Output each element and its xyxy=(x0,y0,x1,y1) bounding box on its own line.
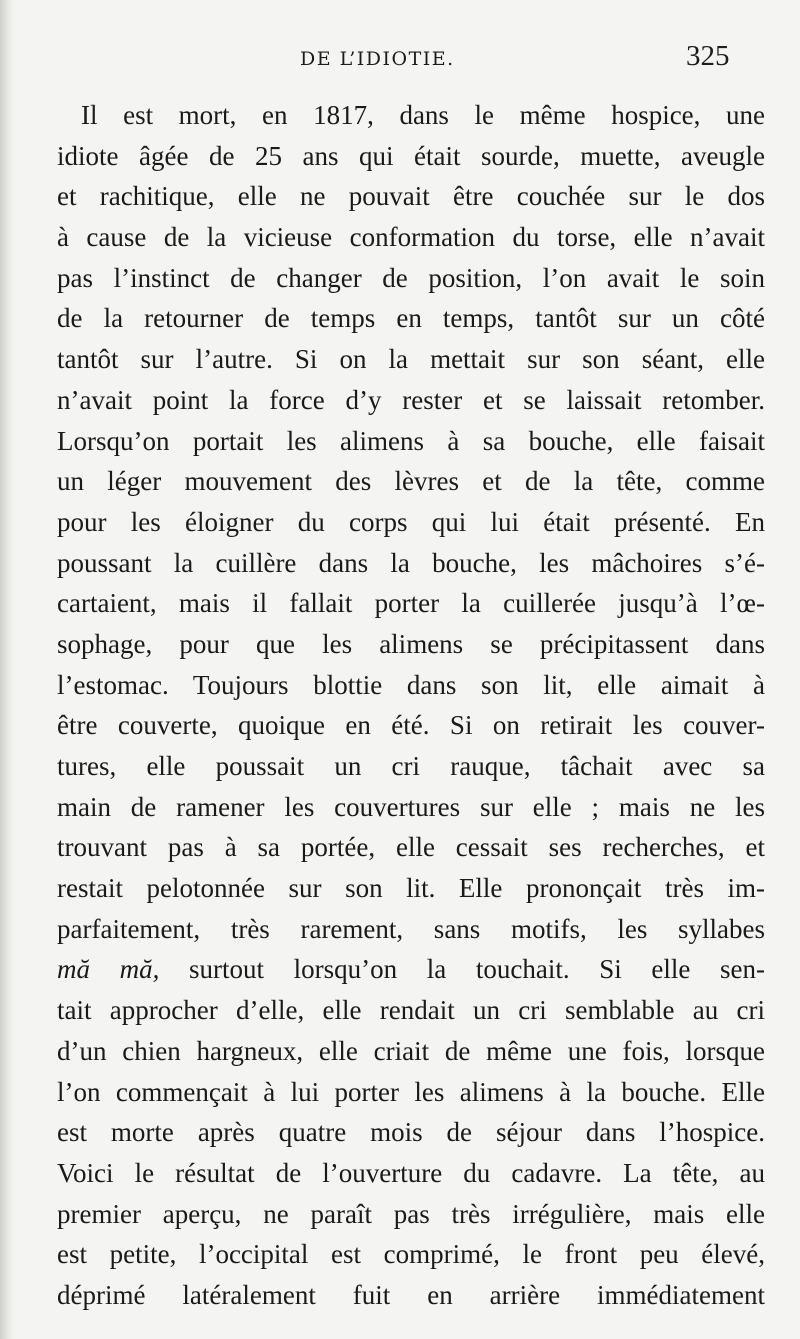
text-line: tait approcher d’elle, elle rendait un cri semblable au cri xyxy=(57,995,765,1026)
text-line: de la retourner de temps en temps, tantôt sur un côté xyxy=(57,303,765,334)
text-line: poussant la cuillère dans la bouche, les mâchoires s’é- xyxy=(57,547,765,578)
text-line: Il est mort, en 1817, dans le même hospice, une xyxy=(81,100,765,130)
text-line: sophage, pour que les alimens se précipitassent dans xyxy=(57,628,765,659)
text-line: et rachitique, elle ne pouvait être couchée sur le dos xyxy=(57,181,765,212)
text-line: n’avait point la force d’y rester et se laissait retomber. xyxy=(57,384,765,415)
text-line: l’on commençait à lui porter les alimens à la bouche. Elle xyxy=(57,1076,765,1107)
text-line: est morte après quatre mois de séjour dans l’hospice. xyxy=(57,1117,765,1148)
text-line: Lorsqu’on portait les alimens à sa bouche, elle faisait xyxy=(57,425,765,456)
text-line: premier aperçu, ne paraît pas très irrégulière, mais elle xyxy=(57,1198,765,1229)
page-gutter-shadow xyxy=(0,0,14,1339)
text-line: cartaient, mais il fallait porter la cuillerée jusqu’à l’œ- xyxy=(57,588,765,619)
text-line: tures, elle poussait un cri rauque, tâchait avec sa xyxy=(57,751,765,781)
text-line: être couverte, quoique en été. Si on retirait les couver- xyxy=(57,710,765,741)
page-number: 325 xyxy=(686,40,730,72)
body-text xyxy=(57,95,765,1316)
running-head: DE L’IDIOTIE. xyxy=(300,48,455,70)
text-line: un léger mouvement des lèvres et de la tête, comme xyxy=(57,466,765,497)
text-line: tantôt sur l’autre. Si on la mettait sur son séant, elle xyxy=(57,344,765,375)
text-line: Voici le résultat de l’ouverture du cadavre. La tête, au xyxy=(57,1157,765,1188)
italic-syllables: mă mă, xyxy=(57,954,160,985)
text-line-rest: surtout lorsqu’on la touchait. Si elle sen- xyxy=(189,954,766,985)
text-line: pas l’instinct de changer de position, l’on avait le soin xyxy=(57,262,765,293)
text-line: à cause de la vicieuse conformation du torse, elle n’avait xyxy=(57,222,765,253)
text-line: idiote âgée de 25 ans qui était sourde, muette, aveugle xyxy=(57,140,765,171)
text-line: pour les éloigner du corps qui lui était présenté. En xyxy=(57,506,765,537)
text-line: l’estomac. Toujours blottie dans son lit, elle aimait à xyxy=(57,669,765,700)
text-line: d’un chien hargneux, elle criait de même une fois, lorsque xyxy=(57,1035,765,1066)
text-line: main de ramener les couvertures sur elle ; mais ne les xyxy=(57,791,765,822)
text-line: déprimé latéralement fuit en arrière immédiatement xyxy=(57,1279,765,1310)
text-line: est petite, l’occipital est comprimé, le front peu élevé, xyxy=(57,1239,765,1270)
text-line: trouvant pas à sa portée, elle cessait ses recherches, et xyxy=(57,832,765,863)
text-line: parfaitement, très rarement, sans motifs, les syllabes xyxy=(57,913,765,944)
text-line-italic xyxy=(57,949,765,990)
text-line: restait pelotonnée sur son lit. Elle prononçait très im- xyxy=(57,873,765,904)
